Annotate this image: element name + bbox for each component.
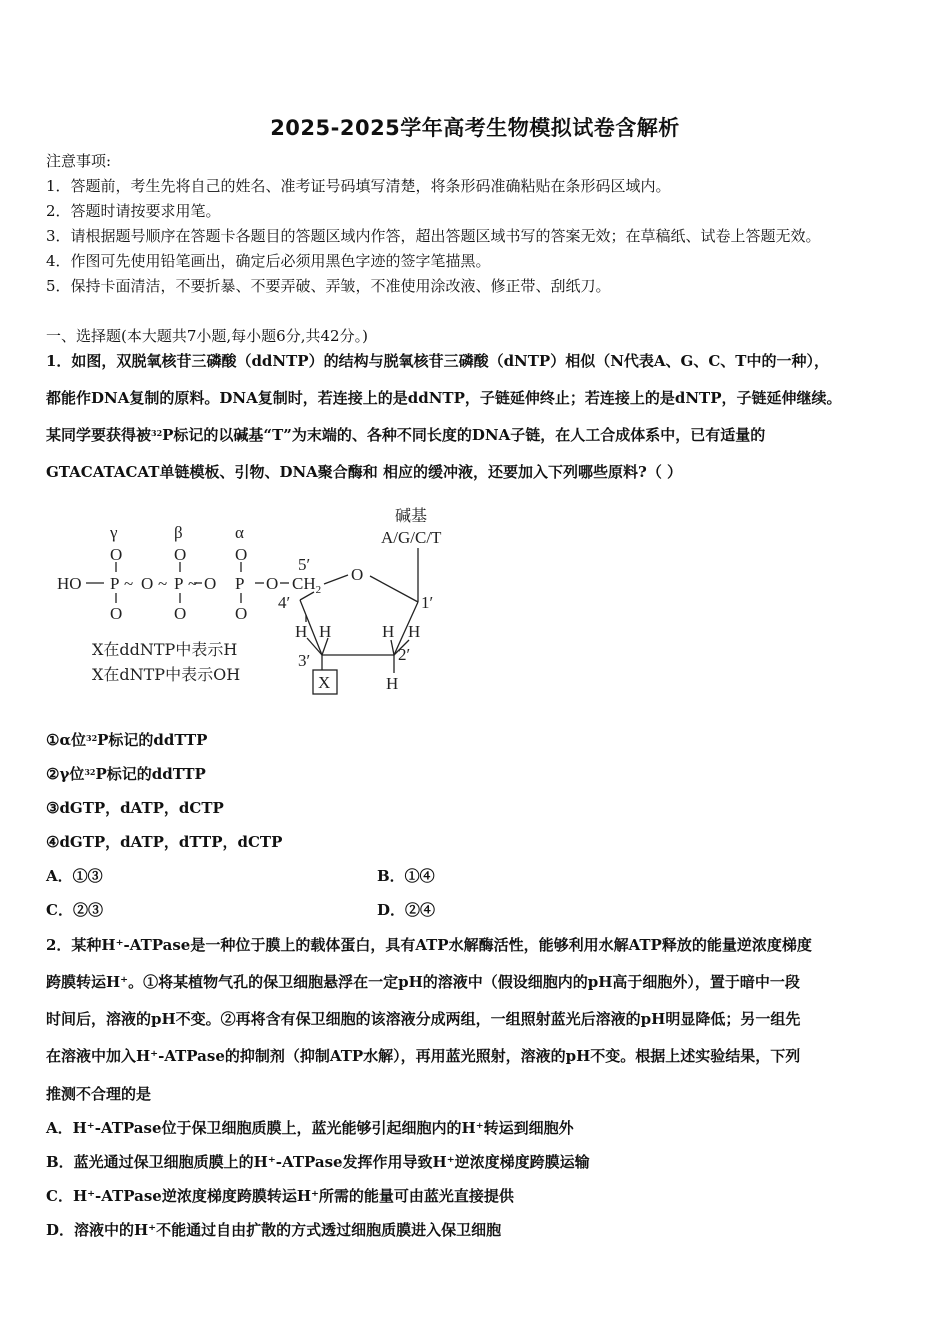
section-heading: 一、选择题(本大题共7小题,每小题6分,共42分。) (46, 327, 368, 345)
notice-item: 4．作图可先使用铅笔画出，确定后必须用黑色字迹的签字笔描黑。 (46, 252, 491, 270)
q1-item (46, 764, 206, 784)
q1-option-c[interactable]: C．②③ (46, 901, 103, 919)
ddntp-structure-diagram (52, 500, 472, 705)
carbon-5-label: 5′ (298, 555, 311, 574)
oxygen-label: O (174, 545, 187, 564)
q1-stem-line: GTACATACAT单链模板、引物、DNA聚合酶和 相应的缓冲液，还要加入下列哪些原料?（ ） (46, 463, 683, 481)
notice-item: 5．保持卡面清洁，不要折暴、不要弄破、弄皱，不准使用涂改液、修正带、刮纸刀。 (46, 277, 611, 295)
q1-option-a[interactable]: A．①③ (46, 867, 103, 885)
q1-stem-text: P标记的以碱基“T”为末端的、各种不同长度的DNA子链，在人工合成体系中，已有适量的 (162, 426, 766, 444)
tilde-label: ~ (158, 574, 168, 593)
q1-stem-line (46, 425, 765, 445)
item-text: P标记的ddTTP (95, 765, 206, 783)
phosphorus-label: P (235, 574, 245, 593)
beta-label: β (174, 523, 183, 542)
oxygen-label: O (110, 545, 123, 564)
notice-item: 2．答题时请按要求用笔。 (46, 202, 221, 220)
gamma-label: γ (110, 523, 118, 542)
diagram-note: X在dNTP中表示OH (92, 665, 241, 684)
q1-item: ③dGTP，dATP，dCTP (46, 799, 224, 817)
item-text: ①α位 (46, 731, 86, 749)
ch-text: CH (292, 574, 316, 593)
diagram-note: X在ddNTP中表示H (92, 640, 238, 659)
q2-stem-line: 推测不合理的是 (46, 1085, 152, 1103)
phosphorus-label: P (174, 574, 184, 593)
item-text: ②γ位 (46, 765, 85, 783)
q2-option-b[interactable]: B．蓝光通过保卫细胞质膜上的H⁺-ATPase发挥作用导致H⁺逆浓度梯度跨膜运输 (46, 1153, 590, 1171)
superscript: 32 (86, 733, 98, 743)
x-label: X (318, 673, 331, 692)
ch2-label (292, 574, 321, 596)
q2-option-c[interactable]: C．H⁺-ATPase逆浓度梯度跨膜转运H⁺所需的能量可由蓝光直接提供 (46, 1187, 514, 1205)
base-options-label: A/G/C/T (381, 528, 442, 547)
q2-option-d[interactable]: D．溶液中的H⁺不能通过自由扩散的方式透过细胞质膜进入保卫细胞 (46, 1221, 502, 1239)
oxygen-label: O (204, 574, 217, 593)
q1-stem-line: 都能作DNA复制的原料。DNA复制时，若连接上的是ddNTP，子链延伸终止；若连接上的是dNTP，子链延伸继续。 (46, 389, 842, 407)
hydrogen-label: H (319, 622, 332, 641)
tilde-label: ~ (188, 574, 198, 593)
q2-stem-line: 时间后，溶液的pH不变。②再将含有保卫细胞的该溶液分成两组，一组照射蓝光后溶液的pH明显降低；另一组先 (46, 1010, 801, 1028)
hydrogen-label: H (295, 622, 308, 641)
oxygen-label: O (110, 604, 123, 623)
q2-stem-line: 跨膜转运H⁺。①将某植物气孔的保卫细胞悬浮在一定pH的溶液中（假设细胞内的pH高于细胞外），置于暗中一段 (46, 973, 800, 991)
oxygen-label: O (266, 574, 279, 593)
oxygen-label: O (235, 604, 248, 623)
q1-item (46, 730, 207, 750)
q2-stem-line: 在溶液中加入H⁺-ATPase的抑制剂（抑制ATP水解），再用蓝光照射，溶液的pH不变。根据上述实验结果，下列 (46, 1047, 801, 1065)
oxygen-label: O (174, 604, 187, 623)
q1-option-d[interactable]: D．②④ (377, 901, 436, 919)
page-title: 2025-2025学年高考生物模拟试卷含解析 (270, 116, 680, 140)
notice-item: 3．请根据题号顺序在答题卡各题目的答题区域内作答，超出答题区域书写的答案无效；在草稿纸、试卷上答题无效。 (46, 227, 821, 245)
alpha-label: α (235, 523, 244, 542)
q1-stem-line: 1．如图，双脱氧核苷三磷酸（ddNTP）的结构与脱氧核苷三磷酸（dNTP）相似（N代表A、G、C、T中的一种）， (46, 352, 829, 370)
oxygen-label: O (235, 545, 248, 564)
superscript: 32 (84, 767, 96, 777)
q1-option-b[interactable]: B．①④ (377, 867, 435, 885)
q1-stem-text: 某同学要获得被 (46, 426, 152, 444)
hydrogen-label: H (386, 674, 399, 693)
tilde-label: ~ (124, 574, 134, 593)
base-label: 碱基 (395, 506, 428, 525)
notice-item: 1．答题前，考生先将自己的姓名、准考证号码填写清楚，将条形码准确粘贴在条形码区域内。 (46, 177, 671, 195)
q2-option-a[interactable]: A．H⁺-ATPase位于保卫细胞质膜上，蓝光能够引起细胞内的H⁺转运到细胞外 (46, 1119, 574, 1137)
notice-heading: 注意事项: (46, 152, 112, 170)
q2-stem-line: 2．某种H⁺-ATPase是一种位于膜上的载体蛋白，具有ATP水解酶活性，能够利用水解ATP释放的能量逆浓度梯度 (46, 936, 812, 954)
ring-oxygen-label: O (351, 565, 364, 584)
carbon-3-label: 3′ (298, 651, 311, 670)
phosphorus-label: P (110, 574, 120, 593)
q1-item: ④dGTP，dATP，dTTP，dCTP (46, 833, 283, 851)
carbon-1-label: 1′ (421, 593, 434, 612)
oxygen-label: O (141, 574, 154, 593)
subscript: 2 (315, 584, 322, 596)
hydrogen-label: H (408, 622, 421, 641)
hydrogen-label: H (382, 622, 395, 641)
carbon-2-label: 2′ (398, 645, 411, 664)
item-text: P标记的ddTTP (97, 731, 208, 749)
carbon-4-label: 4′ (278, 593, 291, 612)
ho-label: HO (57, 574, 82, 593)
superscript: 32 (151, 428, 163, 438)
